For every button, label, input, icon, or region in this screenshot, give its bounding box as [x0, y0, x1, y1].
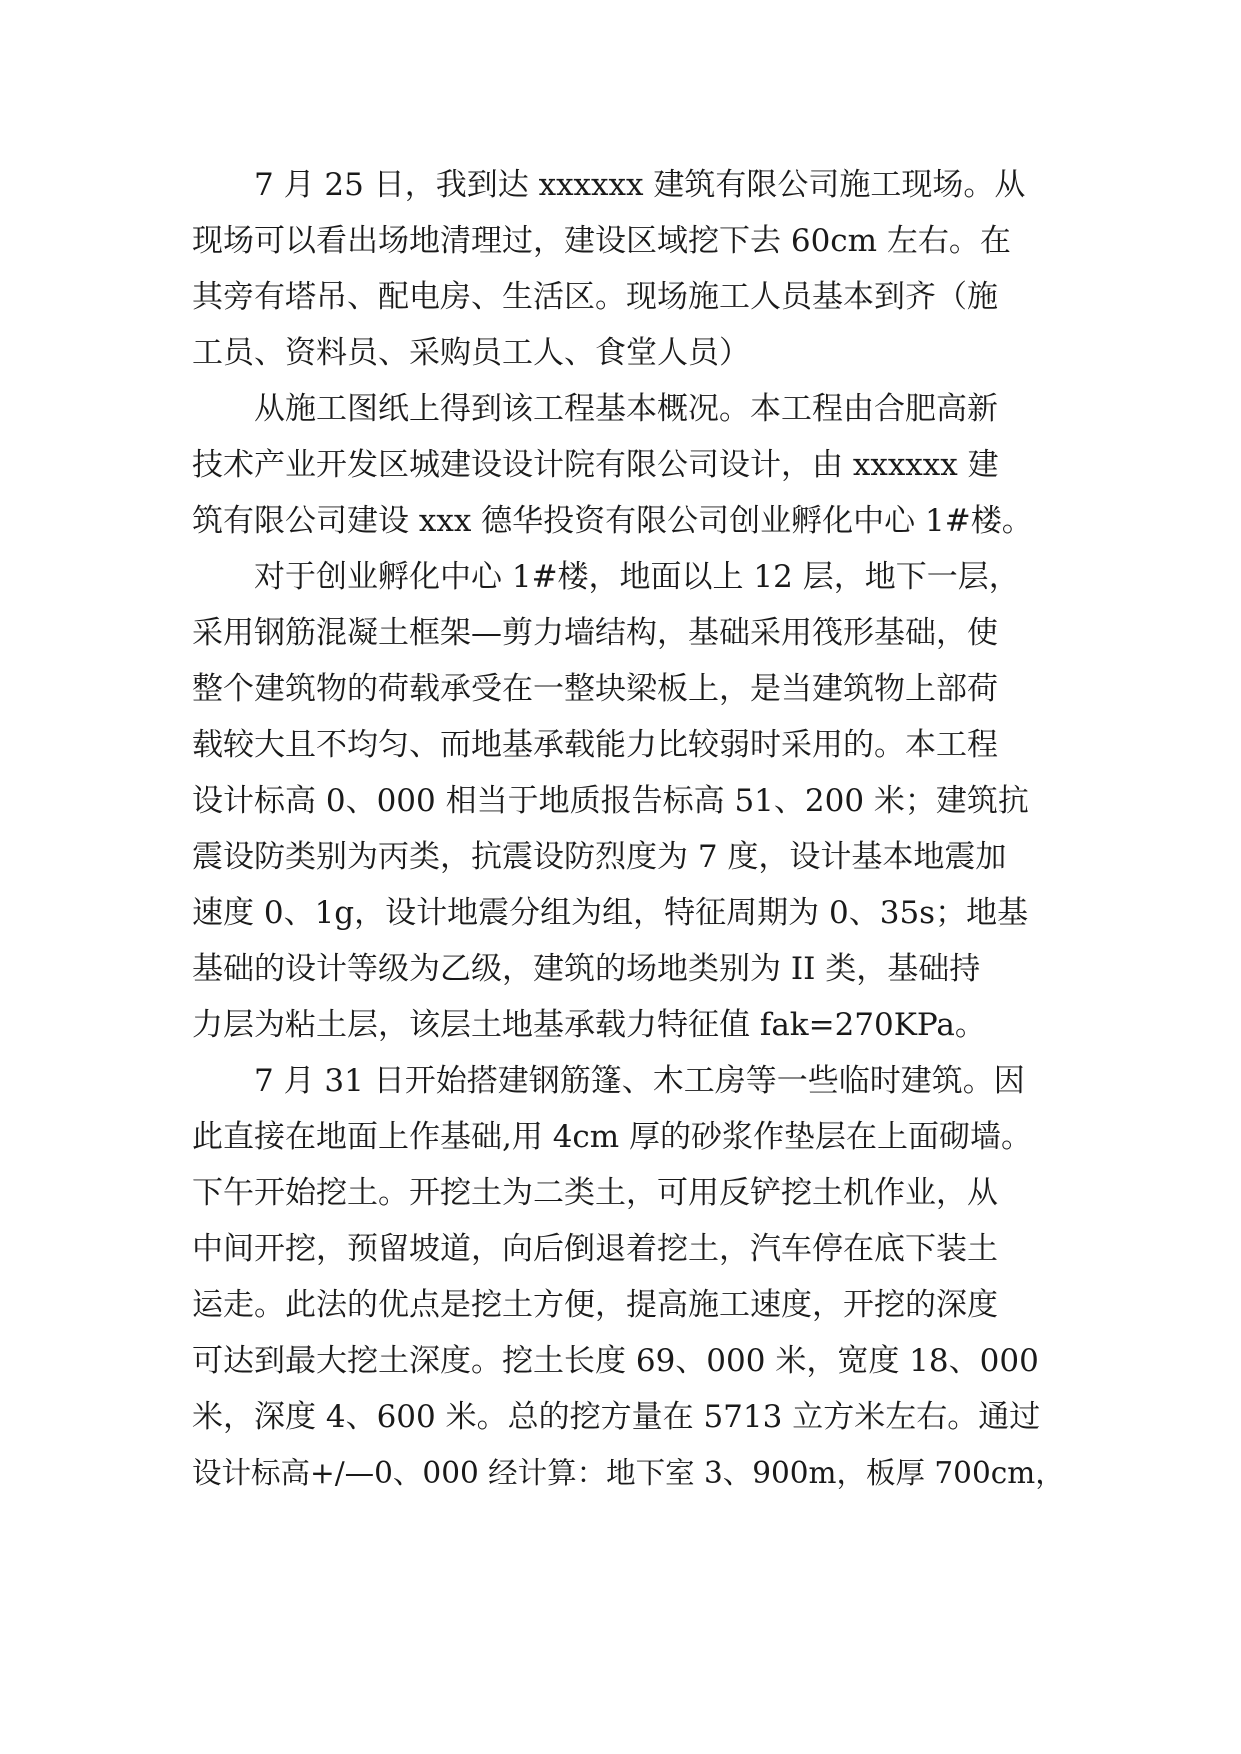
text-line: 基础的设计等级为乙级，建筑的场地类别为 II 类，基础持 [192, 951, 981, 987]
paragraph-site-arrival [192, 157, 1072, 381]
text-line: 技术产业开发区城建设设计院有限公司设计，由 xxxxxx 建 [192, 447, 999, 483]
text-line: 力层为粘土层，该层土地基承载力特征值 fak=270KPa。 [192, 1007, 986, 1043]
document-body [192, 157, 1072, 1501]
text-line: 设计标高+/—0、000 经计算：地下室 3、900m，板厚 700cm， [192, 1456, 1065, 1490]
text-line: 米，深度 4、600 米。总的挖方量在 5713 立方米左右。通过 [192, 1399, 1041, 1435]
text-line: 此直接在地面上作基础,用 4cm 厚的砂浆作垫层在上面砌墙。 [192, 1119, 1033, 1155]
text-line: 对于创业孵化中心 1#楼，地面以上 12 层，地下一层， [254, 559, 1020, 595]
text-line: 整个建筑物的荷载承受在一整块梁板上，是当建筑物上部荷 [192, 671, 998, 707]
text-line: 筑有限公司建设 xxx 德华投资有限公司创业孵化中心 1#楼。 [192, 503, 1033, 539]
text-line: 中间开挖，预留坡道，向后倒退着挖土，汽车停在底下装土 [192, 1231, 998, 1267]
text-line: 7 月 31 日开始搭建钢筋篷、木工房等一些临时建筑。因 [254, 1063, 1025, 1099]
paragraph-structure-details [192, 549, 1072, 1053]
text-line: 可达到最大挖土深度。挖土长度 69、000 米，宽度 18、000 [192, 1343, 1039, 1379]
text-line: 工员、资料员、采购员工人、食堂人员） [192, 335, 750, 371]
text-line: 载较大且不均匀、而地基承载能力比较弱时采用的。本工程 [192, 727, 998, 763]
text-line: 速度 0、1g，设计地震分组为组，特征周期为 0、35s；地基 [192, 895, 1029, 931]
paragraph-excavation [192, 1053, 1072, 1501]
text-line: 其旁有塔吊、配电房、生活区。现场施工人员基本到齐（施 [192, 279, 998, 315]
text-line: 从施工图纸上得到该工程基本概况。本工程由合肥高新 [254, 391, 998, 427]
text-line: 下午开始挖土。开挖土为二类土，可用反铲挖土机作业，从 [192, 1175, 998, 1211]
text-line: 采用钢筋混凝土框架—剪力墙结构，基础采用筏形基础，使 [192, 615, 998, 651]
paragraph-project-overview [192, 381, 1072, 549]
text-line: 设计标高 0、000 相当于地质报告标高 51、200 米；建筑抗 [192, 783, 1029, 819]
text-line: 现场可以看出场地清理过，建设区域挖下去 60cm 左右。在 [192, 223, 1011, 259]
text-line: 7 月 25 日，我到达 xxxxxx 建筑有限公司施工现场。从 [254, 167, 1026, 203]
text-line: 震设防类别为丙类，抗震设防烈度为 7 度，设计基本地震加 [192, 839, 1007, 875]
text-line: 运走。此法的优点是挖土方便，提高施工速度，开挖的深度 [192, 1287, 998, 1323]
